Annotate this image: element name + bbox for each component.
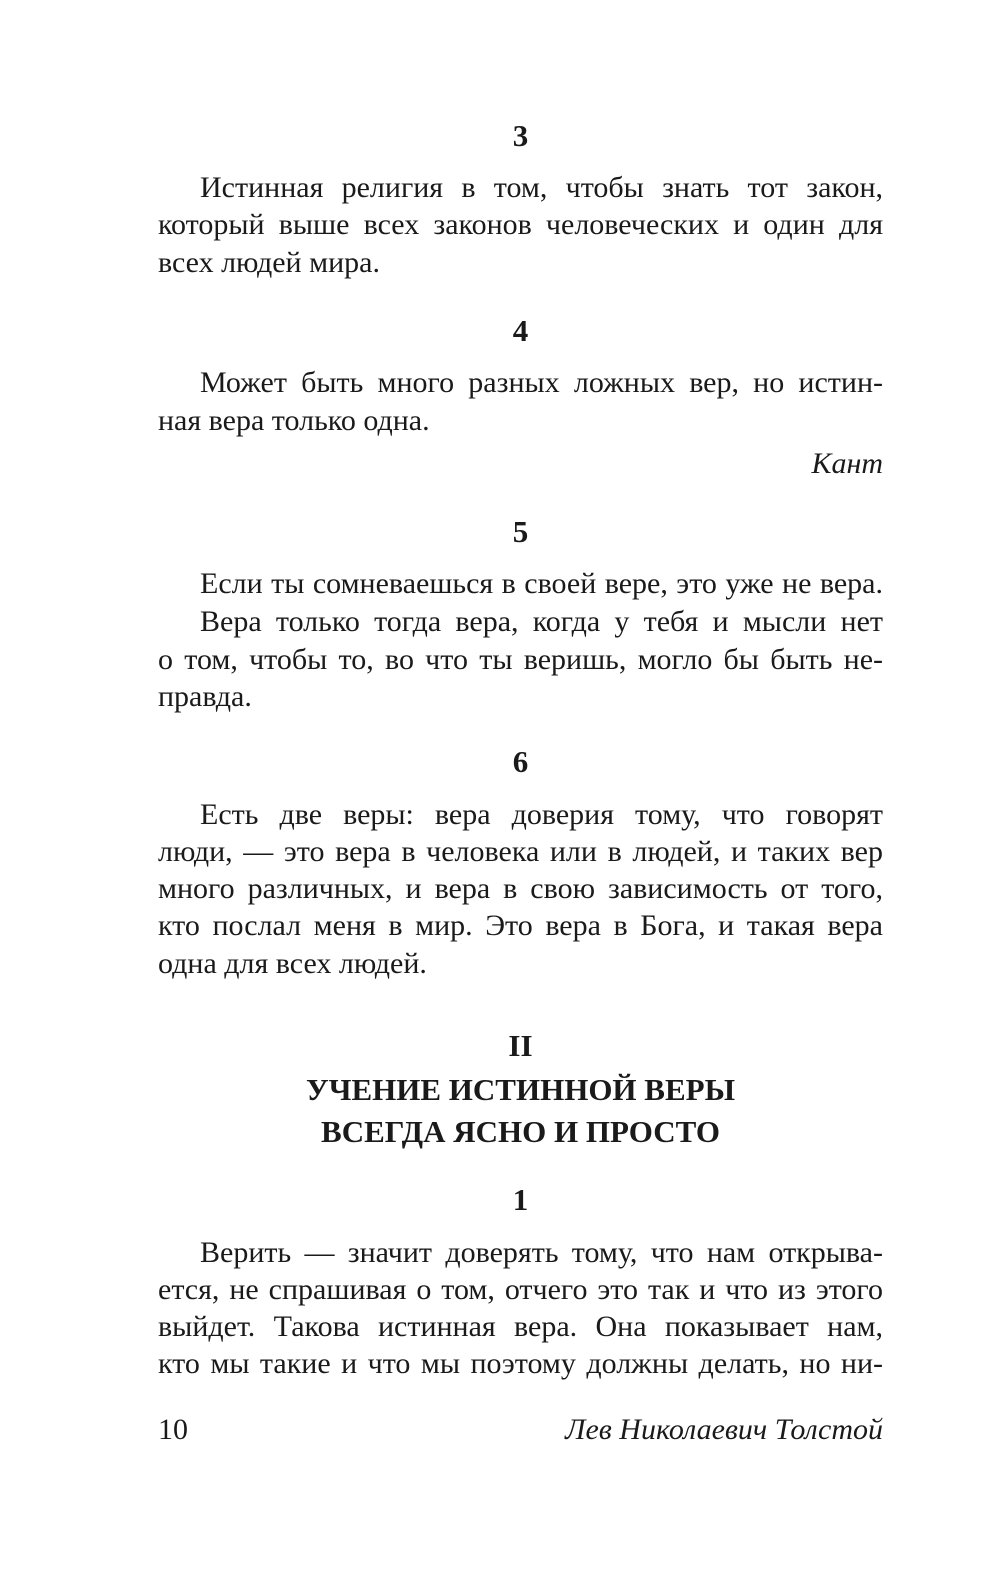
section-6-line-2: люди, — это вера в человека или в людей, и таких вер xyxy=(158,835,883,868)
section-5-line-2: Вера только тогда вера, когда у тебя и мысли нет xyxy=(200,605,883,638)
chapter-title-line-2: ВСЕГДА ЯСНО И ПРОСТО xyxy=(321,1114,720,1149)
running-footer-author: Лев Николаевич Толстой xyxy=(565,1413,883,1446)
section-4-line-2: ная вера только одна. xyxy=(158,404,430,437)
section-3-line-1: Истинная религия в том, чтобы знать тот закон, xyxy=(200,171,883,204)
chapter-title-line-1: УЧЕНИЕ ИСТИННОЙ ВЕРЫ xyxy=(305,1072,736,1107)
section-4-line-1: Может быть много разных ложных вер, но истин- xyxy=(200,366,883,399)
chapter-section-1-line-4: кто мы такие и что мы поэтому должны делать, но ни- xyxy=(158,1347,883,1380)
chapter-section-1-line-2: ется, не спрашивая о том, отчего это так и что из этого xyxy=(158,1273,883,1306)
section-5-line-3: о том, чтобы то, во что ты веришь, могло бы быть не- xyxy=(158,643,883,676)
section-6-line-5: одна для всех людей. xyxy=(158,947,427,980)
section-3-line-3: всех людей мира. xyxy=(158,246,380,279)
section-5-line-4: правда. xyxy=(158,680,252,713)
section-number-3: 3 xyxy=(512,118,529,153)
chapter-section-1-line-1: Верить — значит доверять тому, что нам открыва- xyxy=(200,1236,883,1269)
section-3-line-2: который выше всех законов человеческих и один для xyxy=(158,208,883,241)
page-number: 10 xyxy=(158,1413,188,1446)
section-number-4: 4 xyxy=(512,313,529,348)
chapter-section-1-line-3: выйдет. Такова истинная вера. Она показывает нам, xyxy=(158,1310,883,1343)
section-5-line-1: Если ты сомневаешься в своей вере, это уже не вера. xyxy=(200,567,883,600)
chapter-section-number-1: 1 xyxy=(512,1182,529,1217)
section-4-attribution: Кант xyxy=(811,447,883,480)
chapter-numeral: II xyxy=(508,1028,533,1063)
section-6-line-1: Есть две веры: вера доверия тому, что говорят xyxy=(200,798,883,831)
section-number-6: 6 xyxy=(512,744,529,779)
section-number-5: 5 xyxy=(512,514,529,549)
section-6-line-3: много различных, и вера в свою зависимость от того, xyxy=(158,872,883,905)
section-6-line-4: кто послал меня в мир. Это вера в Бога, и такая вера xyxy=(158,909,883,942)
